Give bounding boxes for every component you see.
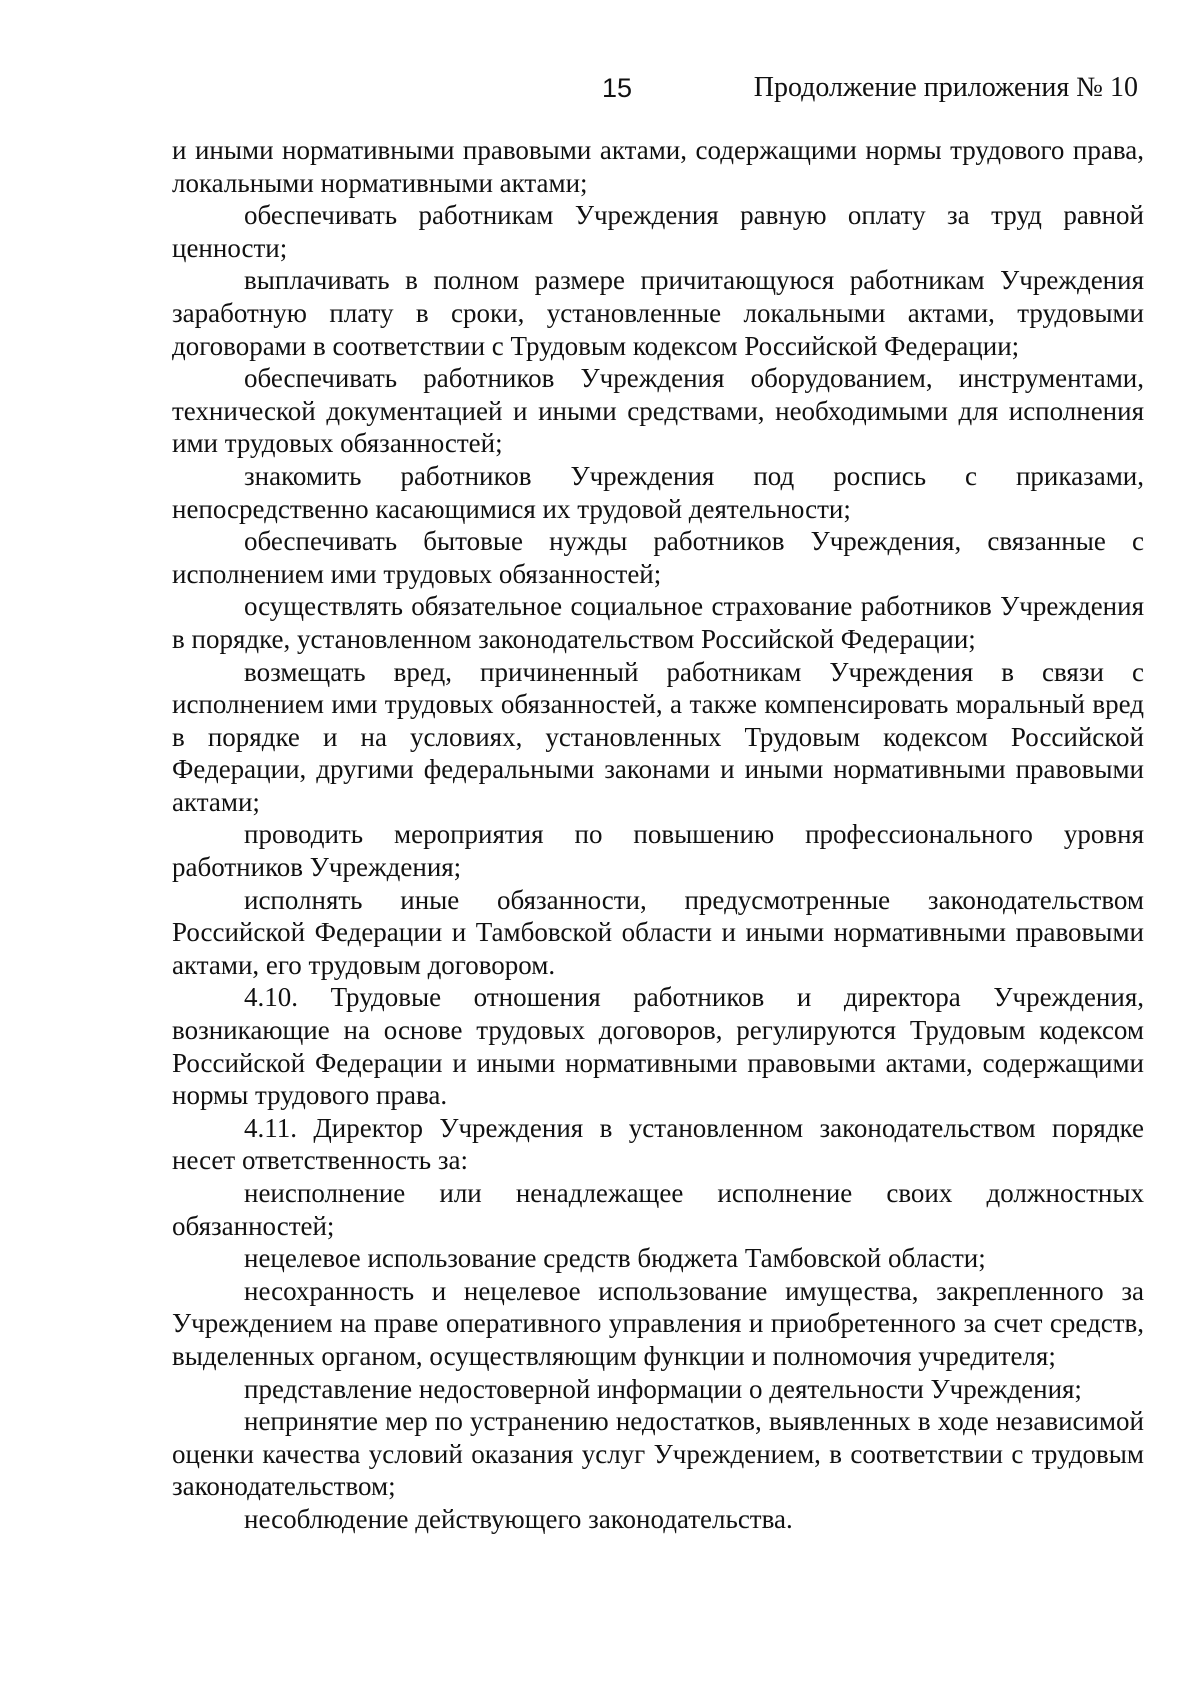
paragraph: выплачивать в полном размере причитающуюся работникам Учреждения заработную плату в сроки, установленные локальными актами, трудовыми договорами в соответствии с Трудовым кодексом Российской Федерации;	[172, 265, 1144, 361]
paragraph-continuation: и иными нормативными правовыми актами, содержащими нормы трудового права, локальными нормативными актами;	[172, 135, 1144, 198]
paragraph: обеспечивать работникам Учреждения равную оплату за труд равной ценности;	[172, 200, 1144, 263]
paragraph: представление недостоверной информации о деятельности Учреждения;	[244, 1373, 1082, 1404]
document-body	[172, 134, 1144, 1536]
page-header	[0, 70, 1200, 110]
page-number: 15	[602, 73, 633, 103]
paragraph: обеспечивать работников Учреждения оборудованием, инструментами, технической документацией и иными средствами, необходимыми для исполнения ими трудовых обязанностей;	[172, 363, 1144, 459]
paragraph: непринятие мер по устранению недостатков, выявленных в ходе независимой оценки качества условий оказания услуг Учреждением, в соответствии с трудовым законодательством;	[172, 1406, 1144, 1502]
section-4-11: 4.11. Директор Учреждения в установленном законодательством порядке несет ответственность за:	[172, 1112, 1144, 1176]
paragraph: неисполнение или ненадлежащее исполнение своих должностных обязанностей;	[172, 1178, 1144, 1241]
paragraph: несохранность и нецелевое использование имущества, закрепленного за Учреждением на праве оперативного управления и приобретенного за счет средств, выделенных органом, осуществляющим функции и полномочия учредителя;	[172, 1275, 1144, 1371]
section-4-10: 4.10. Трудовые отношения работников и директора Учреждения, возникающие на основе трудовых договоров, регулируются Трудовым кодексом Российской Федерации и иными нормативными правовыми актами, содержащими нормы трудового права.	[172, 982, 1144, 1111]
paragraph: обеспечивать бытовые нужды работников Учреждения, связанные с исполнением ими трудовых обязанностей;	[172, 526, 1144, 589]
paragraph: проводить мероприятия по повышению профессионального уровня работников Учреждения;	[172, 819, 1144, 883]
appendix-continuation-note: Продолжение приложения № 10	[753, 72, 1138, 103]
paragraph: нецелевое использование средств бюджета Тамбовской области;	[244, 1243, 986, 1274]
paragraph: исполнять иные обязанности, предусмотренные законодательством Российской Федерации и Тамбовской области и иными нормативными правовыми актами, его трудовым договором.	[172, 884, 1144, 980]
paragraph: возмещать вред, причиненный работникам Учреждения в связи с исполнением ими трудовых обязанностей, а также компенсировать моральный вред в порядке и на условиях, установленных Трудовым кодексом Российской Федерации, другими федеральными законами и иными нормативными правовыми актами;	[172, 656, 1144, 817]
paragraph: знакомить работников Учреждения под роспись с приказами, непосредственно касающимися их трудовой деятельности;	[172, 460, 1144, 524]
paragraph: несоблюдение действующего законодательства.	[244, 1503, 793, 1534]
paragraph: осуществлять обязательное социальное страхование работников Учреждения в порядке, установленном законодательством Российской Федерации;	[172, 591, 1144, 654]
